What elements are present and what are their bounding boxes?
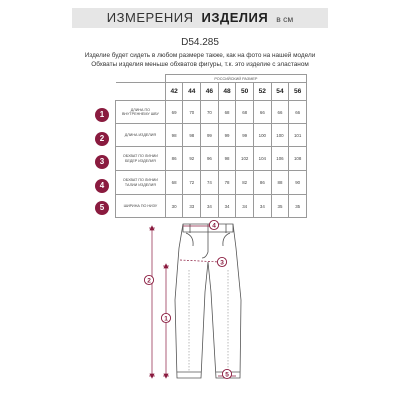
marker-label: 3 [220,259,224,267]
table-cell: 68 [218,101,236,124]
table-cell: 100 [271,124,289,147]
size-header: 44 [183,83,201,101]
fit-note: Изделие будет сидеть в любом размере также, как на фото на нашей модели [84,52,316,59]
table-cell: 35 [271,195,289,218]
marker-label: 2 [147,277,151,285]
measurement-label: ОБХВАТ ПО ЛИНИИ БЕДЕР ИЗДЕЛИЯ [116,147,166,171]
size-header: 46 [201,83,219,101]
size-header: 52 [254,83,272,101]
table-cell: 72 [183,171,201,195]
table-cell: 101 [289,124,307,147]
size-header: 48 [218,83,236,101]
table-cell: 98 [218,147,236,171]
table-cell: 86 [254,171,272,195]
table-cell: 34 [201,195,219,218]
marker-label: 1 [164,315,168,323]
table-cell: 68 [165,171,183,195]
header-title-bold: ИЗДЕЛИЯ [201,10,269,25]
table-cell: 74 [201,171,219,195]
measurement-lines [149,226,236,378]
table-cell: 68 [236,101,254,124]
table-cell: 102 [236,147,254,171]
size-header: 42 [165,83,183,101]
header-units: в см [276,14,294,24]
row-number-badge: 2 [95,132,109,146]
table-cell: 66 [289,101,307,124]
measurement-label: ШИРИНА ПО НИЗУ [116,195,166,218]
table-cell: 34 [218,195,236,218]
table-cell: 78 [218,171,236,195]
table-cell: 96 [201,147,219,171]
measurement-label: ДЛИНА ПО ВНУТРЕННЕМУ ШВУ [116,101,166,124]
table-cell: 70 [201,101,219,124]
table-cell: 108 [289,147,307,171]
table-cell: 88 [271,171,289,195]
pants-crease [189,270,228,372]
table-cell: 100 [254,124,272,147]
table-cell: 104 [254,147,272,171]
table-cell: 82 [236,171,254,195]
table-cell: 30 [165,195,183,218]
table-cell: 66 [271,101,289,124]
table-cell: 66 [254,101,272,124]
table-cell: 99 [201,124,219,147]
table-cell: 70 [183,101,201,124]
marker-label: 5 [225,371,229,379]
article-code: D54.285 [181,37,219,48]
pants-outline [175,224,241,378]
table-cell: 33 [183,195,201,218]
diagram-markers [144,220,231,378]
table-cell: 92 [183,147,201,171]
table-cell: 86 [165,147,183,171]
table-cell: 106 [271,147,289,171]
measurement-label: ОБХВАТ ПО ЛИНИИ ТАЛИИ ИЗДЕЛИЯ [116,171,166,195]
table-cell: 34 [236,195,254,218]
row-number-badge: 5 [95,201,109,215]
table-cell: 35 [289,195,307,218]
elastane-note: Обхваты изделия меньше обхватов фигуры, т.к. это изделие с эластаном [91,61,309,68]
hip-line [180,260,220,262]
table-cell: 90 [289,171,307,195]
table-cell: 69 [165,101,183,124]
size-header: 54 [271,83,289,101]
measurement-label: ДЛИНА ИЗДЕЛИЯ [116,124,166,147]
table-cell: 98 [183,124,201,147]
table-cell: 34 [254,195,272,218]
header-title: ИЗМЕРЕНИЯ [106,10,194,25]
size-header: 50 [236,83,254,101]
row-number-badge: 1 [95,108,109,122]
table-cell: 99 [236,124,254,147]
size-header: 56 [289,83,307,101]
row-number-badge: 4 [95,179,109,193]
marker-label: 4 [212,222,216,230]
table-cell: 99 [218,124,236,147]
row-number-badge: 3 [95,155,109,169]
size-system-label: РОССИЙСКИЙ РАЗМЕР [165,75,306,83]
table-cell: 98 [165,124,183,147]
